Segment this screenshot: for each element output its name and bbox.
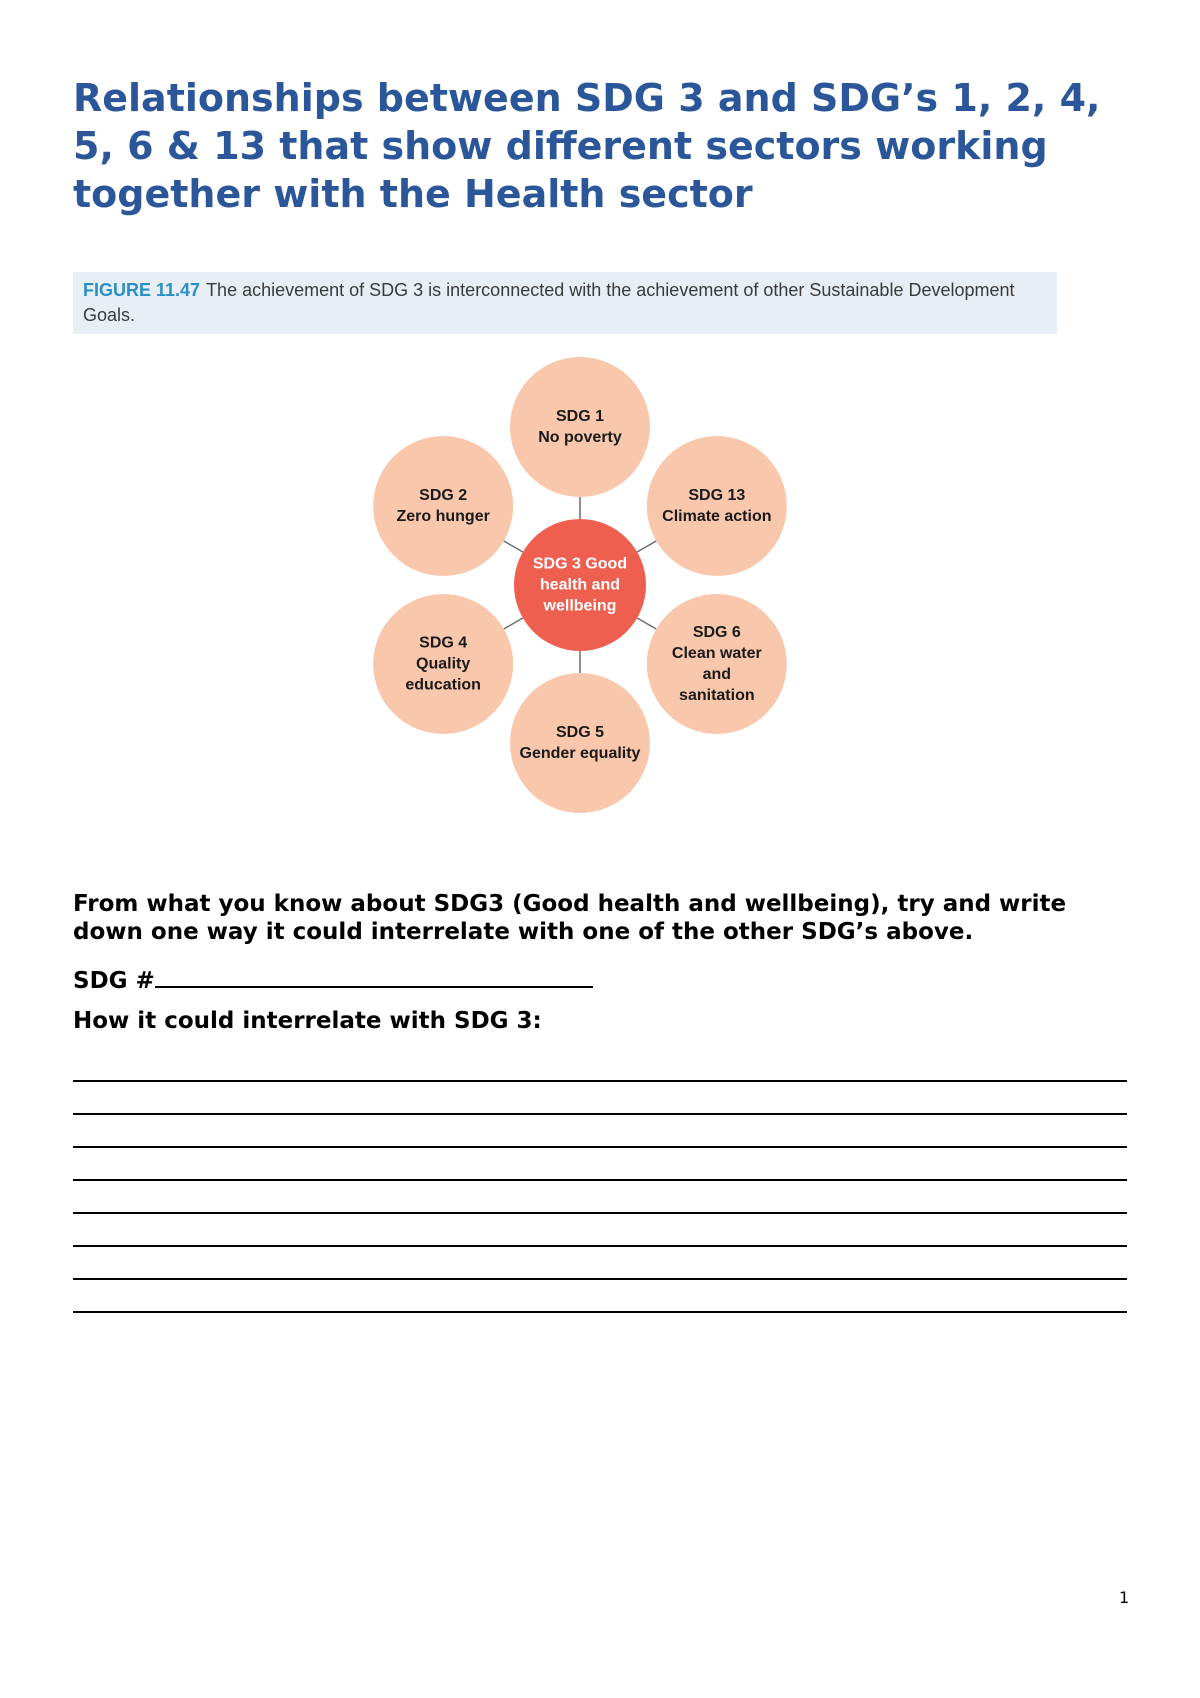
node-sdg5-line-1: SDG 5 xyxy=(555,724,605,741)
connector-sdg6 xyxy=(637,618,656,629)
node-sdg6-line-2: Clean water xyxy=(671,645,762,662)
node-sdg2-line-2: Zero hunger xyxy=(396,508,490,525)
node-circle-sdg6 xyxy=(647,594,787,734)
hub-sdg3 xyxy=(514,519,646,651)
hub-sdg3-line-3: wellbeing xyxy=(543,597,617,615)
node-sdg5 xyxy=(510,673,650,813)
node-sdg1-line-2: No poverty xyxy=(538,429,622,446)
sdg-number-row xyxy=(73,962,593,995)
node-sdg1 xyxy=(510,357,650,497)
node-sdg6 xyxy=(647,594,787,734)
page-number: 1 xyxy=(1119,1588,1130,1607)
node-sdg13 xyxy=(647,436,787,576)
node-sdg6-line-3: and xyxy=(702,666,732,683)
node-sdg6-line-1: SDG 6 xyxy=(692,624,741,641)
answer-line[interactable] xyxy=(73,1311,1127,1313)
node-sdg4-line-3: education xyxy=(405,676,481,694)
answer-line[interactable] xyxy=(73,1245,1127,1247)
node-sdg6-line-4: sanitation xyxy=(679,687,755,704)
answer-line[interactable] xyxy=(73,1146,1127,1148)
answer-line[interactable] xyxy=(73,1179,1127,1181)
answer-line[interactable] xyxy=(73,1080,1127,1082)
hub-sdg3-line-2: health and xyxy=(539,576,621,594)
question-prompt: From what you know about SDG3 (Good health and wellbeing), try and write down one way it could interrelate with one of the other SDG’s above. xyxy=(73,891,1067,945)
connector-sdg4 xyxy=(504,618,523,629)
node-sdg13-line-2: Climate action xyxy=(662,508,772,525)
node-circle-sdg5 xyxy=(510,673,650,813)
sdg-relationship-diagram xyxy=(370,350,790,820)
interrelation-label: How it could interrelate with SDG 3: xyxy=(73,1008,542,1034)
answer-line[interactable] xyxy=(73,1113,1127,1115)
node-sdg4-line-1: SDG 4 xyxy=(419,634,468,652)
figure-label: FIGURE 11.47 xyxy=(83,280,201,300)
node-circle-sdg2 xyxy=(373,436,513,576)
hub-sdg3-line-1: SDG 3 Good xyxy=(532,555,628,573)
node-sdg4-line-2: Quality xyxy=(416,655,471,673)
figure-caption-text: The achievement of SDG 3 is interconnected with the achievement of other Sustainable Development Goals. xyxy=(83,280,1015,325)
connector-sdg13 xyxy=(637,541,656,552)
answer-line[interactable] xyxy=(73,1212,1127,1214)
node-sdg13-line-1: SDG 13 xyxy=(688,487,746,504)
node-circle-sdg13 xyxy=(647,436,787,576)
node-sdg2 xyxy=(373,436,513,576)
sdg-number-label: SDG # xyxy=(73,968,155,994)
figure-caption xyxy=(73,272,1057,334)
node-sdg2-line-1: SDG 2 xyxy=(419,487,468,504)
answer-line[interactable] xyxy=(73,1278,1127,1280)
node-sdg4 xyxy=(373,594,513,734)
node-circle-sdg1 xyxy=(510,357,650,497)
page-title: Relationships between SDG 3 and SDG’s 1, 2, 4, 5, 6 & 13 that show different sectors working together with the Health sector xyxy=(73,76,1101,216)
node-sdg1-line-1: SDG 1 xyxy=(555,408,605,425)
sdg-number-blank[interactable] xyxy=(155,962,593,988)
connector-sdg2 xyxy=(504,541,523,552)
node-sdg5-line-2: Gender equality xyxy=(519,745,641,762)
